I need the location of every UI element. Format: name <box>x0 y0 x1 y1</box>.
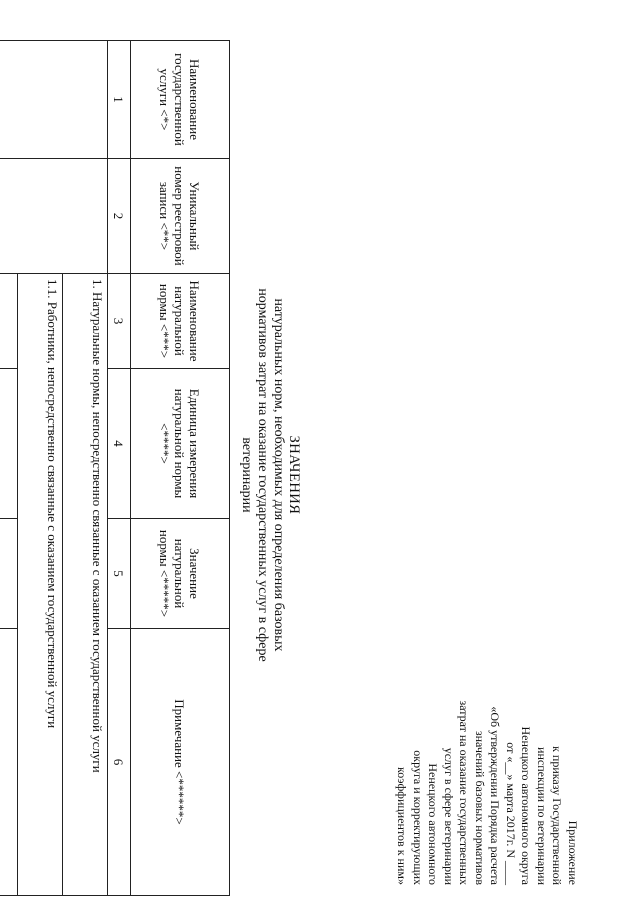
appendix-line: от «__» марта 2017г. N ____ <box>504 742 518 885</box>
appendix-line: коэффициентов к ним» <box>395 767 410 885</box>
column-header: Примечание <******> <box>131 629 230 896</box>
document-title <box>238 175 302 775</box>
appendix-line: Ненецкого автономного <box>426 763 441 885</box>
appendix-line: Ненецкого автономного округа <box>519 726 534 885</box>
column-number: 4 <box>108 369 131 519</box>
section-heading-1-1: 1.1. Работники, непосредственно связанные с оказанием государственной услуги <box>18 274 63 896</box>
column-number-row <box>108 41 131 896</box>
appendix-line: инспекции по ветеринарии <box>535 747 549 885</box>
appendix-line: «Об утверждении Порядка расчета <box>488 706 503 885</box>
appendix-line: затрат на оказание государственных <box>457 700 472 885</box>
appendix-block <box>394 685 580 885</box>
column-header: Уникальный номер реестровой записи <**> <box>131 159 230 274</box>
table-cell <box>0 629 18 896</box>
table-row <box>63 41 108 896</box>
column-header: Наименование государственной услуги <*> <box>131 41 230 159</box>
title-line: ветеринарии <box>239 437 254 513</box>
column-header: Единица измерения натуральной нормы <****> <box>131 369 230 519</box>
appendix-line: услуг в сфере ветеринарии <box>442 747 456 885</box>
table-cell <box>0 369 18 519</box>
title-line: натуральных норм, необходимых для определения базовых <box>271 298 286 652</box>
column-number: 6 <box>108 629 131 896</box>
appendix-line: Приложение <box>566 820 580 885</box>
column-number: 5 <box>108 519 131 629</box>
title-line: нормативов затрат на оказание государственных услуг в сфере <box>255 288 270 662</box>
column-header: Значение натуральной нормы <*****> <box>131 519 230 629</box>
table-header-row <box>131 41 230 896</box>
column-number: 2 <box>108 159 131 274</box>
table-cell <box>0 274 18 369</box>
column-number: 1 <box>108 41 131 159</box>
service-name-cell <box>0 41 108 159</box>
section-heading-1: 1. Натуральные нормы, непосредственно связанные с оказанием государственной услуги <box>63 274 108 896</box>
registry-number-cell <box>0 159 108 274</box>
appendix-line: значений базовых нормативов <box>473 730 487 885</box>
table-cell <box>0 519 18 629</box>
norms-table <box>0 40 230 896</box>
column-header: Наименование натуральной нормы <***> <box>131 274 230 369</box>
title-main: ЗНАЧЕНИЯ <box>286 435 302 515</box>
appendix-line: округа и корректирующих <box>411 750 425 885</box>
column-number: 3 <box>108 274 131 369</box>
appendix-line: к приказу Государственной <box>550 746 565 885</box>
